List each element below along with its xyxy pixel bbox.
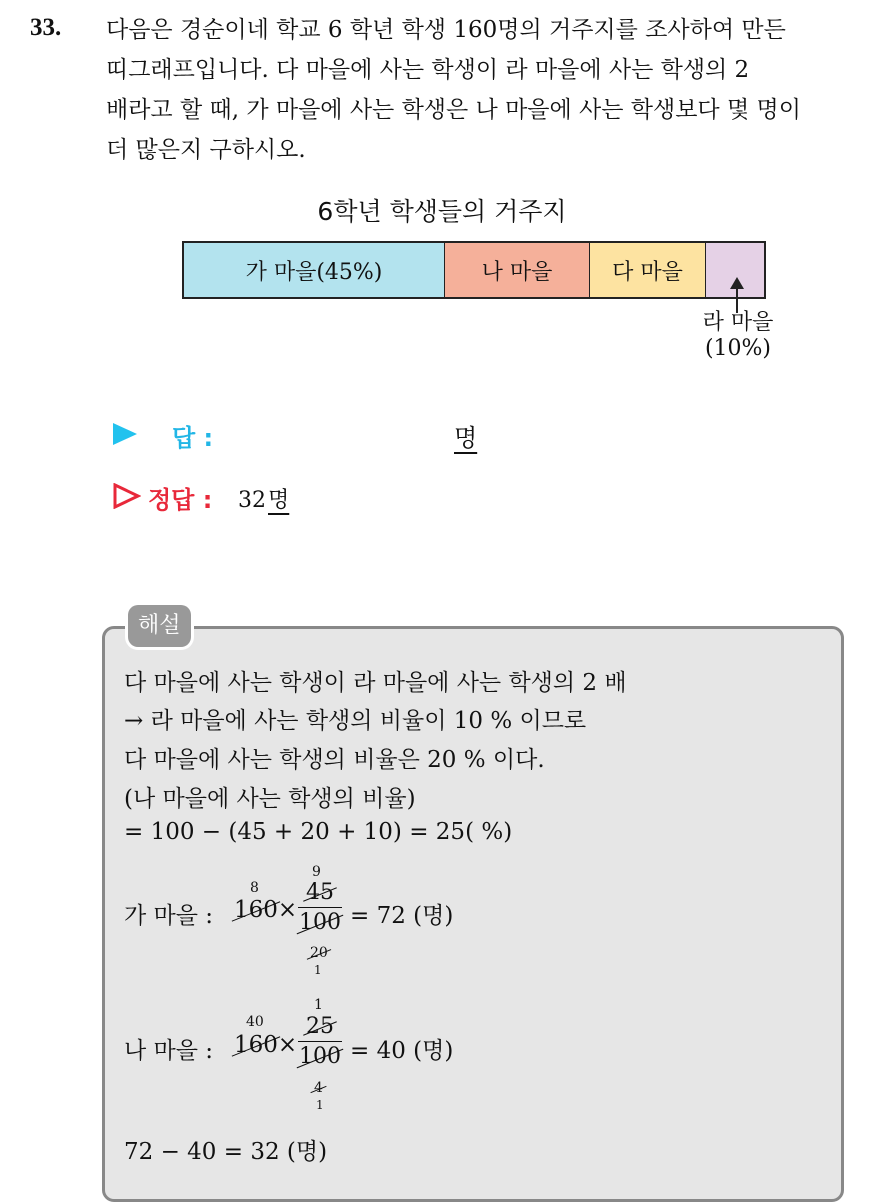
calc-ga-numerator: 45 [306,880,334,905]
calc-ga-a-reduced: 8 [250,880,259,896]
explanation-line-3: 다 마을에 사는 학생의 비율은 20 % 이다. [124,747,545,773]
calc-ga-num-reduced: 9 [312,864,321,880]
calc-na-den-reduced: 1 [316,1098,324,1112]
calc-na-fraction-bar [298,1041,342,1042]
explanation-line-4: (나 마을에 사는 학생의 비율) [124,786,416,812]
calc-na-fraction [298,1014,342,1069]
solution-unit: 명 [268,488,290,513]
band-segment-label-1: 가 마을(45%) [245,259,383,285]
explanation-line-5: = 100 − (45 + 20 + 10) = 25( %) [124,819,513,845]
calc-na-denominator: 100 [299,1044,341,1069]
solution-answer [238,483,289,514]
explanation-tag: 해설 [128,605,191,647]
calc-ga-denominator: 100 [299,910,341,935]
calc-na-a: 160× [234,1032,298,1058]
explanation-line-2: → 라 마을에 사는 학생의 비율이 10 % 이므로 [124,708,587,734]
band-segment-2 [445,243,590,297]
calc-ga-den-mid-value: 20 [310,945,328,961]
solution-value: 32 [238,488,266,513]
answer-label: 답 : [172,424,214,452]
answer-triangle-icon [113,423,137,445]
calc-ga-fraction-bar [298,907,342,908]
band-segment-1 [184,243,445,297]
callout-label [682,310,794,362]
question-number: 33. [30,14,62,41]
calc-ga-a: 160× [234,897,298,923]
question-line-3: 배라고 할 때, 가 마을에 사는 학생은 나 마을에 사는 학생보다 몇 명이 [106,97,801,123]
explanation-final: 72 − 40 = 32 (명) [124,1139,328,1165]
question-line-2: 띠그래프입니다. 다 마을에 사는 학생이 라 마을에 사는 학생의 2 [106,57,750,83]
calc-ga-prefix: 가 마을 : [124,903,214,929]
question-line-4: 더 많은지 구하시오. [106,137,306,163]
calc-ga-den-mid [310,945,328,961]
calc-na-den-mid [314,1080,323,1096]
calc-ga-result: = 72 (명) [350,903,454,929]
calc-na-den-mid-value: 4 [314,1080,323,1096]
band-graph [182,241,766,299]
calc-ga-den-reduced: 1 [314,963,322,977]
calc-ga-fraction [298,880,342,935]
calc-na-a-value: 160 [234,1032,278,1058]
calc-ga-a-value: 160 [234,897,278,923]
calc-na-result: = 40 (명) [350,1038,454,1064]
chart-title: 6학년 학생들의 거주지 [317,197,567,226]
callout-arrow-head [730,277,744,289]
calc-na-prefix: 나 마을 : [124,1038,214,1064]
band-segment-3 [590,243,706,297]
question-line-1: 다음은 경순이네 학교 6 학년 학생 160명의 거주지를 조사하여 만든 [106,17,786,43]
explanation-line-1: 다 마을에 사는 학생이 라 마을에 사는 학생의 2 배 [124,670,627,696]
calc-na-a-reduced: 40 [246,1014,264,1030]
calc-na-num-reduced: 1 [314,997,323,1013]
callout-percent: (10%) [704,336,772,361]
calc-na-numerator: 25 [306,1014,334,1039]
solution-label: 정답 : [148,486,213,514]
band-segment-label-2: 나 마을 [481,259,553,285]
solution-triangle-icon [113,483,141,509]
answer-unit: 명 [454,424,478,452]
band-segment-label-3: 다 마을 [612,259,683,285]
callout-name: 라 마을 [702,310,774,335]
